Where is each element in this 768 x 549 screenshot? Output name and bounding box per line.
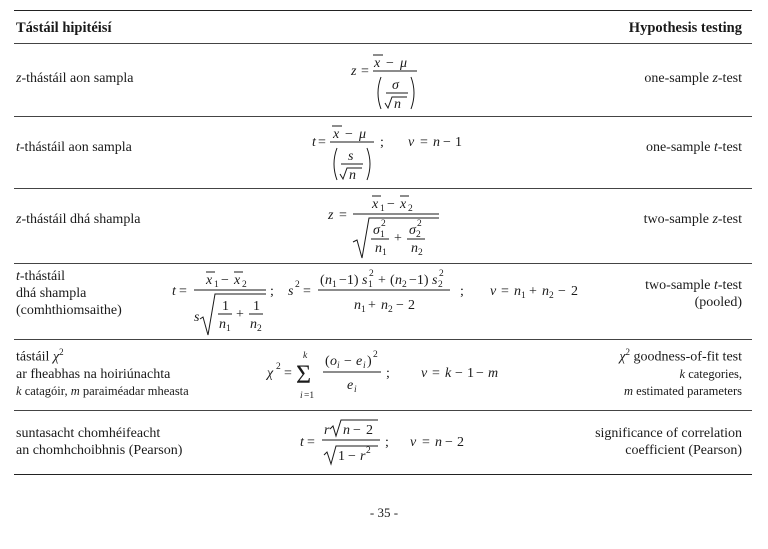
formula-two-sample-t-pooled <box>168 265 608 339</box>
row-1-english-label: one-sample z-test <box>644 71 742 86</box>
svg-text:2: 2 <box>276 362 281 372</box>
svg-text:n: n <box>542 284 549 299</box>
svg-text:−: − <box>455 366 463 381</box>
formula-one-sample-z <box>345 50 435 114</box>
svg-text:=: = <box>432 366 440 381</box>
svg-text:n: n <box>433 135 440 150</box>
formula-pearson-significance <box>298 413 478 471</box>
svg-text:1: 1 <box>338 449 345 464</box>
svg-text:1: 1 <box>380 204 385 214</box>
svg-text:s: s <box>432 273 438 288</box>
svg-text:i: i <box>363 361 366 371</box>
svg-text:2: 2 <box>457 435 464 450</box>
svg-text:x: x <box>234 273 241 288</box>
svg-text:n: n <box>381 298 388 313</box>
svg-text:2: 2 <box>257 324 262 334</box>
svg-text:i: i <box>300 391 303 401</box>
svg-text:;: ; <box>380 135 384 150</box>
svg-text:=: = <box>303 284 311 299</box>
svg-text:1: 1 <box>253 299 260 314</box>
svg-text:k: k <box>445 366 452 381</box>
svg-text:x: x <box>372 197 379 212</box>
svg-text:m: m <box>488 366 499 381</box>
svg-text:=: = <box>318 135 326 150</box>
svg-text:+: + <box>368 298 376 313</box>
svg-text:t: t <box>300 435 304 450</box>
svg-text:−: − <box>387 197 395 212</box>
svg-text:−: − <box>386 56 394 71</box>
svg-text:μ: μ <box>400 56 408 71</box>
svg-text:2: 2 <box>402 280 407 290</box>
svg-text:μ: μ <box>359 127 367 142</box>
svg-text:=: = <box>501 284 509 299</box>
formula-one-sample-t <box>300 120 470 186</box>
row-4-english-label: two-sample t-test (pooled) <box>645 278 742 310</box>
row-divider <box>14 263 752 264</box>
svg-text:n: n <box>219 317 226 332</box>
row-5-english-label: $\chi^2$ goodness-of-fit test k categories, m estimated parameters <box>619 347 742 398</box>
svg-text:n: n <box>375 241 382 256</box>
svg-text:−: − <box>396 298 404 313</box>
svg-text:−: − <box>353 423 361 438</box>
svg-text:−: − <box>445 435 453 450</box>
svg-text:s: s <box>348 149 354 164</box>
row-1-irish-label: z-thástáil aon sampla <box>16 71 134 86</box>
svg-text:n: n <box>325 273 332 288</box>
row-2-english-label: one-sample t-test <box>645 140 742 155</box>
row-6-irish-label: suntasacht chomhéifeacht an chomhchoibhnis (Pearson) <box>16 426 183 458</box>
svg-text:=: = <box>422 435 430 450</box>
svg-text:1: 1 <box>214 280 219 290</box>
svg-text:−: − <box>558 284 566 299</box>
svg-text:n: n <box>514 284 521 299</box>
svg-text:=: = <box>420 135 428 150</box>
svg-text:2: 2 <box>408 204 413 214</box>
svg-text:σ: σ <box>373 223 380 238</box>
svg-text:s: s <box>194 310 200 325</box>
row-3-irish-label: z-thástáil dhá shampla <box>16 212 141 227</box>
svg-text:2: 2 <box>388 305 393 315</box>
row-2-irish-label: t-thástáil aon sampla <box>16 140 132 155</box>
svg-text:x: x <box>333 127 340 142</box>
svg-text:o: o <box>330 354 337 369</box>
svg-text:Σ: Σ <box>296 360 312 389</box>
svg-text:=1: =1 <box>304 391 315 401</box>
svg-text:2: 2 <box>571 284 578 299</box>
table-top-rule <box>14 10 752 11</box>
svg-text:2: 2 <box>418 248 423 258</box>
svg-text:ν: ν <box>408 135 415 150</box>
svg-text:n: n <box>349 168 356 183</box>
svg-text:n: n <box>250 317 257 332</box>
svg-text:1: 1 <box>382 248 387 258</box>
header-rule <box>14 43 752 44</box>
header-irish: Tástáil hipitéisí <box>16 20 112 36</box>
svg-text:x: x <box>206 273 213 288</box>
row-divider <box>14 116 752 117</box>
svg-text:s: s <box>362 273 368 288</box>
svg-text:i: i <box>337 361 340 371</box>
svg-text:1: 1 <box>222 299 229 314</box>
svg-text:(: ( <box>390 273 395 288</box>
svg-text:1: 1 <box>332 280 337 290</box>
svg-text:z: z <box>351 64 357 79</box>
svg-text:2: 2 <box>373 350 378 360</box>
svg-text:k: k <box>303 351 308 361</box>
svg-text:n: n <box>394 97 401 112</box>
row-6-english-label: significance of correlation coefficient (Pearson) <box>595 426 742 458</box>
svg-text:2: 2 <box>549 291 554 301</box>
svg-text:ν: ν <box>410 435 417 450</box>
svg-text:+: + <box>378 273 386 288</box>
svg-text:(: ( <box>320 273 325 288</box>
row-3-english-label: two-sample z-test <box>643 212 742 227</box>
svg-text:−1): −1) <box>339 273 359 288</box>
svg-text:): ) <box>367 354 372 369</box>
svg-text:2: 2 <box>366 423 373 438</box>
row-divider <box>14 410 752 411</box>
row-divider <box>14 339 752 340</box>
formula-two-sample-z <box>323 190 448 262</box>
svg-text:i: i <box>354 385 357 395</box>
svg-text:r: r <box>324 423 330 438</box>
svg-text:+: + <box>529 284 537 299</box>
svg-text:1: 1 <box>361 305 366 315</box>
svg-text:z: z <box>328 208 334 223</box>
svg-text:ν: ν <box>421 366 428 381</box>
svg-text:−: − <box>476 366 484 381</box>
svg-text:2: 2 <box>408 298 415 313</box>
svg-text:σ: σ <box>409 223 416 238</box>
svg-text:t: t <box>172 284 176 299</box>
svg-text:1: 1 <box>521 291 526 301</box>
svg-text:−: − <box>443 135 451 150</box>
svg-text:e: e <box>356 354 363 369</box>
svg-text:=: = <box>284 366 292 381</box>
svg-text:r: r <box>360 449 366 464</box>
svg-text:χ: χ <box>267 366 274 381</box>
svg-text:1: 1 <box>455 135 462 150</box>
svg-text:n: n <box>395 273 402 288</box>
svg-text:e: e <box>347 378 354 393</box>
svg-text:s: s <box>288 284 294 299</box>
svg-text:2: 2 <box>295 280 300 290</box>
row-divider <box>14 188 752 189</box>
header-english: Hypothesis testing <box>628 20 742 36</box>
svg-text:+: + <box>394 231 402 246</box>
svg-text:=: = <box>307 435 315 450</box>
formula-chi-squared <box>265 343 515 407</box>
svg-text:=: = <box>339 208 347 223</box>
svg-text:2: 2 <box>366 446 371 456</box>
svg-text:;: ; <box>460 284 464 299</box>
svg-text:;: ; <box>385 435 389 450</box>
svg-text:−1): −1) <box>409 273 429 288</box>
svg-text:1: 1 <box>380 230 385 240</box>
svg-text:x: x <box>374 56 381 71</box>
row-4-irish-label: t-thástáil dhá shampla (comhthiomsaithe) <box>16 269 122 318</box>
svg-text:t: t <box>312 135 316 150</box>
svg-text:2: 2 <box>417 219 422 229</box>
svg-text:2: 2 <box>438 280 443 290</box>
svg-text:+: + <box>236 307 244 322</box>
svg-text:n: n <box>435 435 442 450</box>
svg-text:−: − <box>348 449 356 464</box>
svg-text:n: n <box>411 241 418 256</box>
svg-text:n: n <box>354 298 361 313</box>
svg-text:σ: σ <box>392 78 399 93</box>
svg-text:(: ( <box>325 354 330 369</box>
svg-text:−: − <box>344 354 352 369</box>
svg-text:;: ; <box>386 366 390 381</box>
svg-text:2: 2 <box>242 280 247 290</box>
table-bottom-rule <box>14 474 752 475</box>
svg-text:n: n <box>343 423 350 438</box>
svg-text:ν: ν <box>490 284 497 299</box>
row-5-irish-label: tástáil $\chi^2$ ar fheabhas na hoiriúnachta k catagóir, m paraiméadar mheasta <box>16 347 189 398</box>
svg-text:2: 2 <box>416 230 421 240</box>
svg-text:2: 2 <box>439 269 444 279</box>
svg-text:=: = <box>361 64 369 79</box>
svg-text:1: 1 <box>226 324 231 334</box>
svg-text:x: x <box>400 197 407 212</box>
svg-text:1: 1 <box>368 280 373 290</box>
page-number: - 35 - <box>369 505 399 520</box>
svg-text:−: − <box>221 273 229 288</box>
svg-text:2: 2 <box>381 219 386 229</box>
svg-text:2: 2 <box>369 269 374 279</box>
svg-text:=: = <box>179 284 187 299</box>
svg-text:;: ; <box>270 284 274 299</box>
svg-text:−: − <box>345 127 353 142</box>
svg-text:1: 1 <box>467 366 474 381</box>
